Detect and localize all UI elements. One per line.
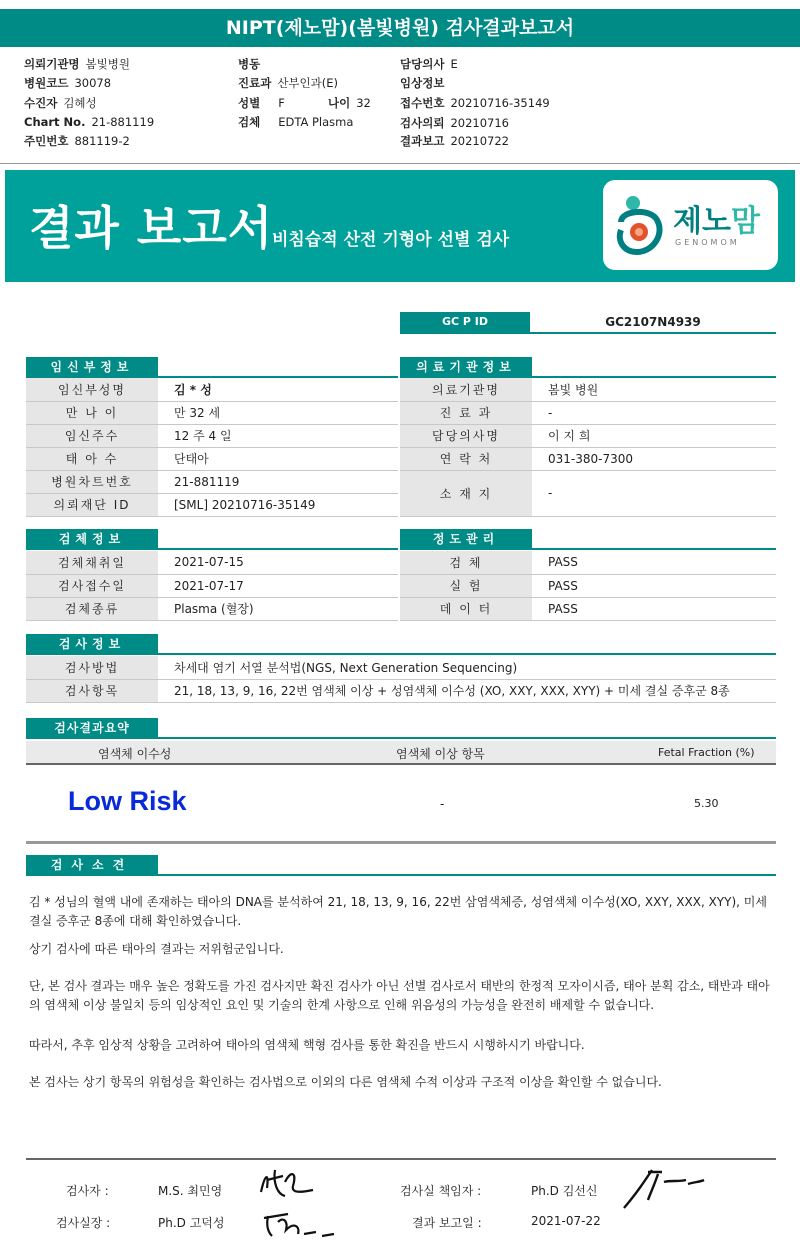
findings-paragraph: 김 * 성님의 혈액 내에 존재하는 태아의 DNA를 분석하여 21, 18, 13, 9, 16, 22번 삼염색체증, 성염색체 이수성(XO, XXY, XXX, XYY), 미세 결실 증후군 8종에 대해 확인하였습니다.: [29, 895, 767, 928]
test-info-table: [26, 656, 776, 703]
table-row: 의뢰재단 ID [SML] 20210716-35149: [26, 493, 398, 516]
table-row: 검사방법 차세대 염기 서열 분석법(NGS, Next Generation Sequencing): [26, 656, 776, 679]
table-row: 검 체 PASS: [400, 551, 776, 574]
summary-heading: 검사결과요약: [26, 718, 158, 738]
table-row: 소 재 지 -: [400, 470, 776, 516]
tester-signature: [255, 1162, 325, 1202]
header-row: 수진자 김혜성: [24, 96, 97, 110]
header-divider: [0, 163, 800, 164]
header-info: [0, 55, 800, 155]
tester-name: M.S. 최민영: [158, 1184, 223, 1198]
header-row: 접수번호 20210716-35149: [400, 96, 550, 110]
result-risk-label: Low Risk: [68, 786, 187, 816]
report-title: NIPT(제노맘)(봄빛병원) 검사결과보고서: [0, 9, 800, 47]
header-row: 나이 32: [328, 96, 371, 110]
fetal-fraction-value: 5.30: [694, 797, 719, 810]
table-row: 임신부성명 김 * 성: [26, 378, 398, 401]
summary-divider: [26, 841, 776, 844]
pregnant-info-heading: 임신부정보: [26, 357, 158, 377]
findings-paragraph: 따라서, 추후 임상적 상황을 고려하여 태아의 염색체 핵형 검사를 통한 확진을 반드시 시행하시기 바랍니다.: [29, 1038, 585, 1052]
section-rule: [26, 653, 776, 655]
header-row: 임상정보: [400, 76, 445, 90]
gcp-id: [400, 312, 776, 334]
header-row: 검체 EDTA Plasma: [238, 115, 354, 129]
section-rule: [26, 737, 776, 739]
test-info-heading: 검사정보: [26, 634, 158, 654]
section-rule: [400, 548, 776, 550]
header-row: 주민번호 881119-2: [24, 134, 130, 148]
header-row: 병동: [238, 57, 261, 71]
gcp-id-label: GC P ID: [400, 312, 530, 332]
header-row: 성별 F: [238, 96, 285, 110]
abnormal-items-value: -: [440, 797, 445, 811]
signature-divider: [26, 1158, 776, 1160]
header-row: 의뢰기관명 봄빛병원: [24, 57, 130, 71]
table-row: 검사접수일 2021-07-17: [26, 574, 398, 597]
chief-name: Ph.D 고덕성: [158, 1216, 225, 1230]
director-signature: [618, 1162, 708, 1212]
table-row: 검체채취일 2021-07-15: [26, 551, 398, 574]
header-row: 담당의사 E: [400, 57, 458, 71]
director-label: 검사실 책임자 :: [400, 1184, 482, 1198]
table-row: 데 이 터 PASS: [400, 597, 776, 620]
mother-baby-icon: [613, 194, 671, 256]
genomom-logo: [603, 180, 778, 270]
table-row: 의료기관명 봄빛 병원: [400, 378, 776, 401]
tester-label: 검사자 :: [66, 1184, 109, 1198]
banner-subtitle: 비침습적 산전 기형아 선별 검사: [272, 230, 510, 250]
table-row: 검체종류 Plasma (혈장): [26, 597, 398, 620]
pregnant-info-table: [26, 378, 398, 517]
chief-label: 검사실장 :: [56, 1216, 111, 1230]
header-row: Chart No. 21-881119: [24, 115, 155, 129]
header-row: 검사의뢰 20210716: [400, 116, 509, 130]
logo-tagline: GENOMOM: [675, 238, 740, 247]
table-row: 실 험 PASS: [400, 574, 776, 597]
header-row: 병원코드 30078: [24, 76, 112, 90]
header-row: 진료과 산부인과(E): [238, 76, 339, 90]
logo-text: 제노맘: [673, 204, 760, 239]
gcp-id-value: GC2107N4939: [605, 315, 701, 329]
summary-col-fetal-fraction: Fetal Fraction (%): [658, 746, 755, 759]
director-name: Ph.D 김선신: [531, 1184, 598, 1198]
table-row: 진 료 과 -: [400, 401, 776, 424]
institution-info-table: [400, 378, 776, 517]
section-rule: [26, 548, 398, 550]
findings-paragraph: 본 검사는 상기 항목의 위험성을 확인하는 검사법으로 이외의 다른 염색체 수적 이상과 구조적 이상을 확인할 수 없습니다.: [29, 1075, 662, 1089]
banner-title: 결과 보고서: [29, 201, 274, 255]
qc-table: [400, 551, 776, 621]
result-banner: [5, 170, 795, 282]
summary-header-row: [26, 741, 776, 765]
report-date-label: 결과 보고일 :: [412, 1216, 482, 1230]
chief-signature: [258, 1208, 338, 1240]
summary-col-aneuploidy: 염색체 이수성: [98, 747, 172, 761]
table-row: 태 아 수 단태아: [26, 447, 398, 470]
report-date-value: 2021-07-22: [531, 1214, 601, 1228]
table-row: 병원차트번호 21-881119: [26, 470, 398, 493]
findings-paragraph: 상기 검사에 따른 태아의 결과는 저위험군입니다.: [29, 942, 284, 956]
findings-heading: 검사소견: [26, 855, 158, 875]
section-rule: [26, 874, 776, 876]
specimen-info-heading: 검체정보: [26, 529, 158, 549]
summary-col-abnormal: 염색체 이상 항목: [396, 747, 485, 761]
table-row: 검사항목 21, 18, 13, 9, 16, 22번 염색체 이상 + 성염색체 이수성 (XO, XXY, XXX, XYY) + 미세 결실 증후군 8종: [26, 679, 776, 702]
header-row: 결과보고 20210722: [400, 134, 509, 148]
institution-info-heading: 의료기관정보: [400, 357, 532, 377]
table-row: 담당의사명 이 지 희: [400, 424, 776, 447]
qc-heading: 정도관리: [400, 529, 532, 549]
table-row: 만 나 이 만 32 세: [26, 401, 398, 424]
findings-paragraph: 단, 본 검사 결과는 매우 높은 정확도를 가진 검사지만 확진 검사가 아닌 선별 검사로서 태반의 한정적 모자이시즘, 태아 분획 감소, 태반과 태아의 염색체 이상 불일치 등의 임상적인 요인 및 기술의 한계 사항으로 인해 위음성의 가능성을 완전히 배제할 수 없습니다.: [29, 979, 770, 1012]
table-row: 연 락 처 031-380-7300: [400, 447, 776, 470]
table-row: 임신주수 12 주 4 일: [26, 424, 398, 447]
specimen-info-table: [26, 551, 398, 621]
